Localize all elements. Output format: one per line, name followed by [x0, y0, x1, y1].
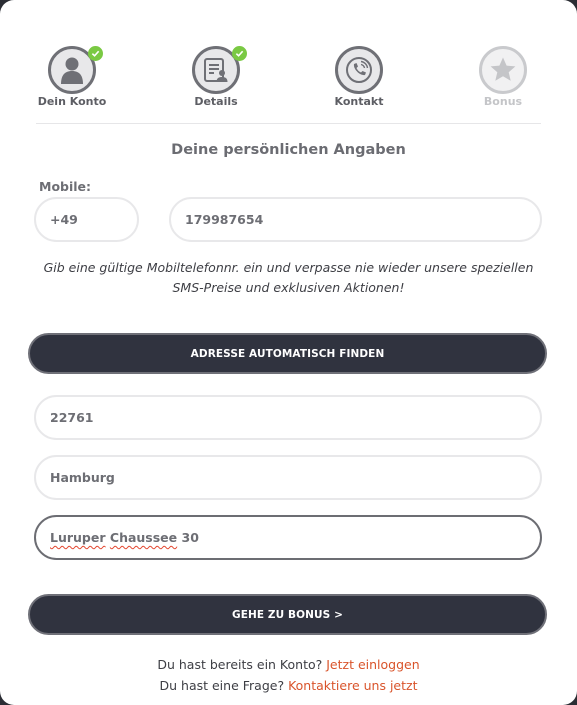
zip-input[interactable] — [34, 395, 542, 440]
zip-value: 22761 — [50, 410, 94, 425]
step-dein-konto[interactable] — [17, 46, 127, 108]
step-label: Bonus — [483, 95, 523, 108]
user-icon — [58, 55, 86, 85]
account-text: Du hast bereits ein Konto? — [157, 657, 323, 672]
city-input[interactable] — [34, 455, 542, 500]
form-heading: Deine persönlichen Angaben — [171, 142, 406, 158]
next-bonus-button[interactable]: GEHE ZU BONUS > — [28, 594, 547, 635]
step-circle — [335, 46, 383, 94]
question-text: Du hast eine Frage? — [159, 678, 285, 693]
details-document-icon — [202, 56, 230, 84]
contact-prompt — [0, 678, 577, 693]
hint-line: Gib eine gültige Mobiltelefonnr. ein und verpasse nie wieder unsere speziellen — [43, 260, 534, 275]
step-kontakt[interactable] — [304, 46, 414, 108]
phone-icon — [344, 55, 374, 85]
star-icon — [488, 55, 518, 85]
step-circle — [479, 46, 527, 94]
phone-number-input[interactable] — [169, 197, 542, 242]
step-details[interactable] — [161, 46, 271, 108]
find-address-button[interactable]: ADRESSE AUTOMATISCH FINDEN — [28, 333, 547, 374]
login-link[interactable]: Jetzt einloggen — [326, 657, 420, 672]
phone-number-value: 179987654 — [185, 212, 264, 227]
divider — [36, 123, 541, 124]
city-value: Hamburg — [50, 470, 115, 485]
step-label: Details — [194, 95, 238, 108]
step-circle — [48, 46, 96, 94]
contact-link[interactable]: Kontaktiere uns jetzt — [288, 678, 418, 693]
check-icon — [232, 46, 247, 61]
street-value: Luruper Chaussee 30 — [50, 530, 199, 545]
hint-line: SMS-Preise und exklusiven Aktionen! — [172, 280, 405, 295]
step-bonus[interactable] — [448, 46, 558, 108]
check-icon — [88, 46, 103, 61]
step-circle — [192, 46, 240, 94]
mobile-label: Mobile: — [39, 179, 92, 194]
country-code-value: +49 — [50, 212, 78, 227]
step-label: Dein Konto — [37, 95, 107, 108]
step-label: Kontakt — [334, 95, 384, 108]
street-input[interactable] — [34, 515, 542, 560]
country-code-input[interactable] — [34, 197, 139, 242]
login-prompt — [0, 657, 577, 672]
progress-steps — [0, 46, 577, 110]
mobile-hint — [30, 258, 547, 298]
